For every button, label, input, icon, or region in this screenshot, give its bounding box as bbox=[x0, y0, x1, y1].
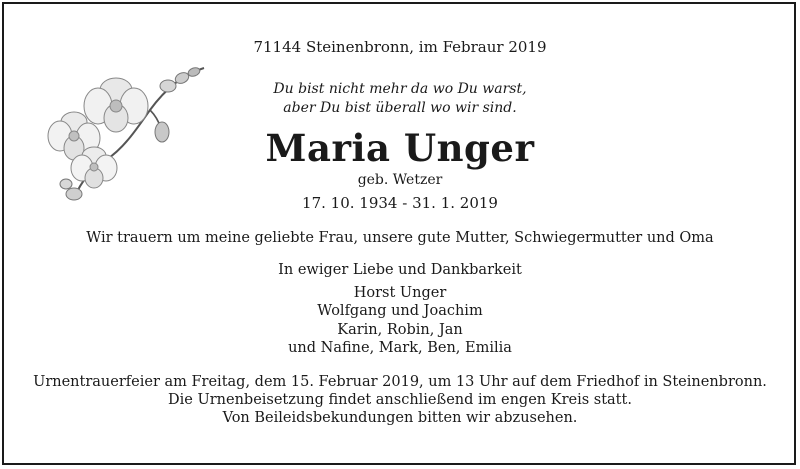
family-member: Horst Unger bbox=[353, 285, 447, 301]
service-info: Von Beileidsbekundungen bitten wir abzusehen. bbox=[222, 410, 578, 426]
life-dates: 17. 10. 1934 - 31. 1. 2019 bbox=[302, 194, 498, 212]
quote-line: aber Du bist überall wo wir sind. bbox=[283, 100, 517, 116]
place-date: 71144 Steinenbronn, im Febraur 2019 bbox=[253, 38, 547, 56]
quote-line: Du bist nicht mehr da wo Du warst, bbox=[273, 81, 527, 97]
family-member: Wolfgang und Joachim bbox=[317, 303, 483, 319]
deceased-name: Maria Unger bbox=[265, 126, 535, 170]
birth-name: geb. Wetzer bbox=[357, 172, 443, 188]
mourning-line: Wir trauern um meine geliebte Frau, unsere gute Mutter, Schwiegermutter und Oma bbox=[86, 230, 714, 246]
service-info: Die Urnenbeisetzung findet anschließend im engen Kreis statt. bbox=[168, 392, 632, 408]
service-info: Urnentrauerfeier am Freitag, dem 15. Februar 2019, um 13 Uhr auf dem Friedhof in Steinenbronn. bbox=[33, 374, 767, 390]
love-line: In ewiger Liebe und Dankbarkeit bbox=[278, 262, 522, 278]
family-member: Karin, Robin, Jan bbox=[337, 322, 463, 338]
family-member: und Nafine, Mark, Ben, Emilia bbox=[288, 340, 512, 356]
